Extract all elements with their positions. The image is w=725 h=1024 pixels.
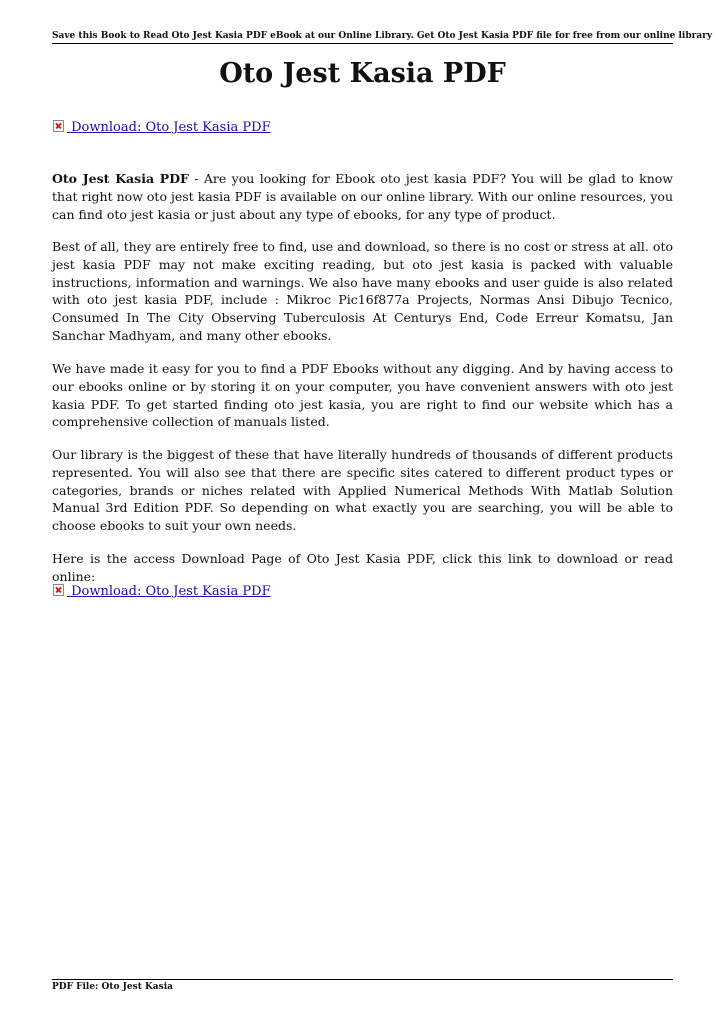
intro-paragraph: [52, 170, 673, 223]
paragraph-library: Our library is the biggest of these that have literally hundreds of thousands of different products represented. You will also see that there are specific sites catered to different product types or categories, brands or niches related with Applied Numerical Methods With Matlab Solution Manual 3rd Edition PDF. So depending on what exactly you are searching, you will be able to choose ebooks to suit your own needs.: [52, 447, 673, 534]
broken-image-icon: [53, 120, 64, 132]
page-header: Save this Book to Read Oto Jest Kasia PDF eBook at our Online Library. Get Oto Jest Kasia PDF file for free from our online library: [52, 31, 713, 41]
broken-image-icon: [53, 584, 64, 596]
download-link-bottom-text[interactable]: Download: Oto Jest Kasia PDF: [67, 584, 271, 599]
intro-lead-text: Oto Jest Kasia PDF: [52, 171, 189, 186]
paragraph-access: Here is the access Download Page of Oto Jest Kasia PDF, click this link to download or read online:: [52, 551, 673, 584]
download-link-bottom[interactable]: [52, 583, 271, 601]
footer-divider: [52, 979, 673, 980]
page-footer: PDF File: Oto Jest Kasia: [52, 982, 173, 992]
intro-body-text: - Are you looking for Ebook oto jest kasia PDF? You will be glad to know that right now oto jest kasia PDF is available on our online library. With our online resources, you can find oto jest kasia or just about any type of ebooks, for any type of product.: [52, 171, 673, 222]
page-title: Oto Jest Kasia PDF: [219, 58, 506, 89]
download-link-top[interactable]: [52, 119, 271, 137]
download-link-top-text[interactable]: Download: Oto Jest Kasia PDF: [67, 120, 271, 135]
document-page: [52, 0, 713, 1024]
header-divider: [52, 43, 673, 44]
paragraph-best-of-all: Best of all, they are entirely free to find, use and download, so there is no cost or stress at all. oto jest kasia PDF may not make exciting reading, but oto jest kasia is packed with valuable instructions, information and warnings. We also have many ebooks and user guide is also related with oto jest kasia PDF, include : Mikroc Pic16f877a Projects, Normas Ansi Dibujo Tecnico, Consumed In The City Observing Tuberculosis At Centurys End, Code Erreur Komatsu, Jan Sanchar Madhyam, and many other ebooks.: [52, 239, 673, 343]
paragraph-easy-to-find: We have made it easy for you to find a PDF Ebooks without any digging. And by having access to our ebooks online or by storing it on your computer, you have convenient answers with oto jest kasia PDF. To get started finding oto jest kasia, you are right to find our website which has a comprehensive collection of manuals listed.: [52, 361, 673, 430]
